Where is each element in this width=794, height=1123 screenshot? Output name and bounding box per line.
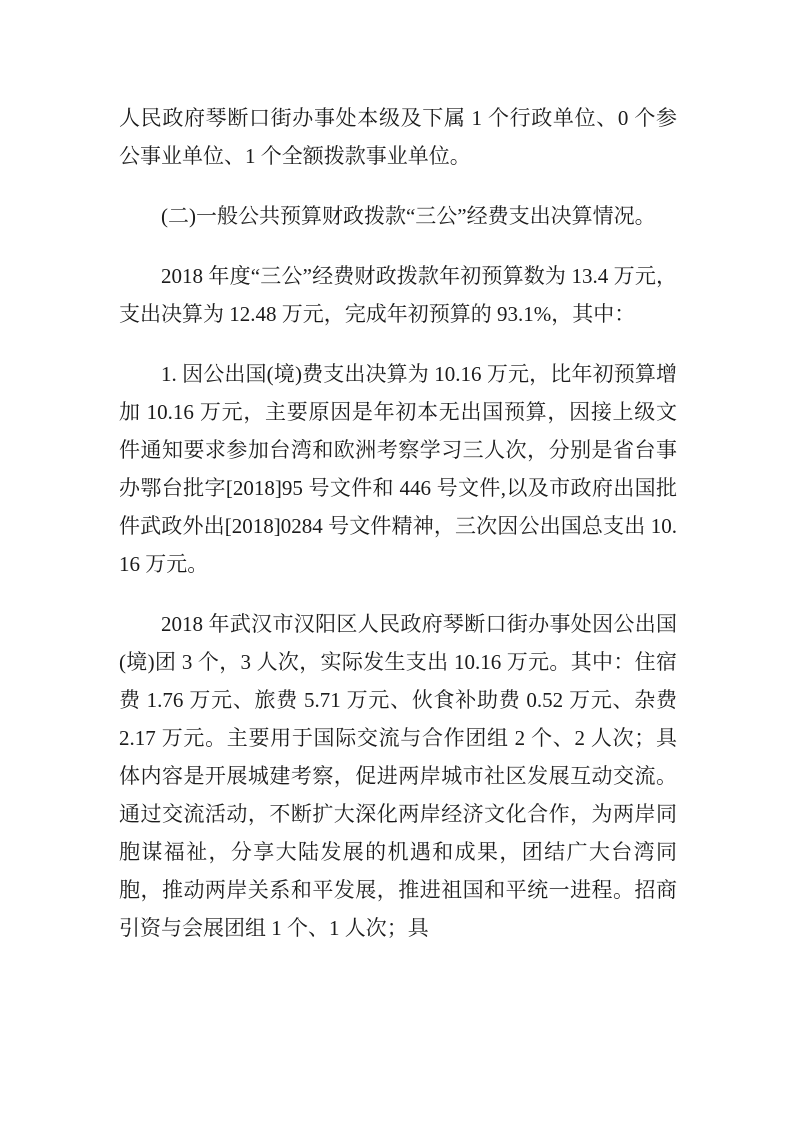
overseas-travel-detail-paragraph: 2018 年武汉市汉阳区人民政府琴断口街办事处因公出国(境)团 3 个，3 人次，实际发生支出 10.16 万元。其中：住宿费 1.76 万元、旅费 5.71 万元、伙食补助费 0.52 万元、杂费 2.17 万元。主要用于国际交流与合作团组 2 个、2 人次；具体内容是开展城建考察，促进两岸城市社区发展互动交流。通过交流活动，不断扩大深化两岸经济文化合作，为两岸同胞谋福祉，分享大陆发展的机遇和成果，团结广大台湾同胞，推动两岸关系和平发展，推进祖国和平统一进程。招商引资与会展团组 1 个、1 人次；具	[119, 612, 677, 940]
continuation-paragraph: 人民政府琴断口街办事处本级及下属 1 个行政单位、0 个参公事业单位、1 个全额拨款事业单位。	[119, 106, 677, 168]
section-heading: (二)一般公共预算财政拨款“三公”经费支出决算情况。	[161, 204, 656, 228]
document-content	[119, 99, 677, 947]
three-public-budget-summary-paragraph: 2018 年度“三公”经费财政拨款年初预算数为 13.4 万元，支出决算为 12.48 万元，完成年初预算的 93.1%，其中：	[119, 264, 677, 326]
overseas-travel-expense-paragraph: 1. 因公出国(境)费支出决算为 10.16 万元，比年初预算增加 10.16 万元，主要原因是年初本无出国预算，因接上级文件通知要求参加台湾和欧洲考察学习三人次，分别是省台事办鄂台批字[2018]95 号文件和 446 号文件,以及市政府出国批件武政外出[2018]0284 号文件精神，三次因公出国总支出 10.16 万元。	[119, 362, 677, 576]
